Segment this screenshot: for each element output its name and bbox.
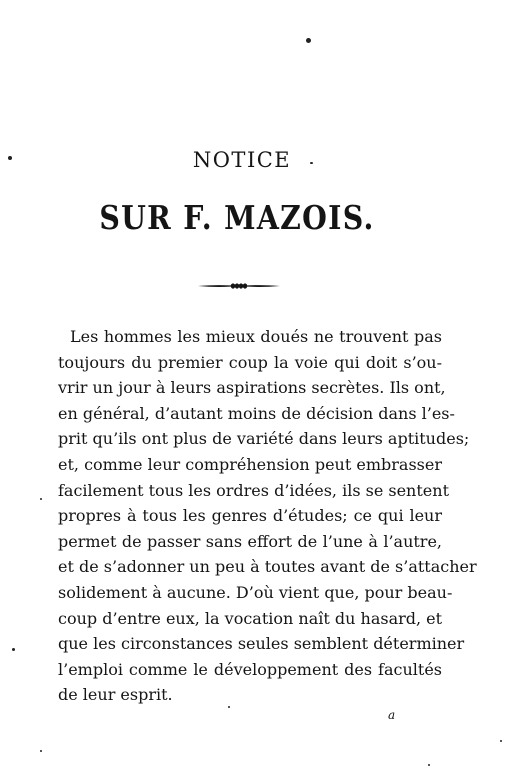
- ink-speck: [500, 740, 502, 742]
- title-heading: SUR F. MAZOIS.: [99, 198, 375, 237]
- text-line: toujours du premier coup la voie qui doit s’ou-: [58, 352, 442, 372]
- ink-speck: [8, 156, 12, 160]
- text-line: de leur esprit.: [58, 685, 173, 705]
- text-line: permet de passer sans effort de l’une à l’autre,: [58, 531, 442, 551]
- ornament-divider: [196, 280, 282, 292]
- body-paragraph: [58, 324, 477, 708]
- text-line: en général, d’autant moins de décision dans l’es-: [58, 403, 455, 423]
- text-line: l’emploi comme le développement des facultés: [58, 659, 442, 679]
- text-line: coup d’entre eux, la vocation naît du hasard, et: [58, 608, 443, 628]
- ink-speck: [12, 648, 15, 651]
- ink-speck: [310, 162, 313, 164]
- signature-mark: a: [388, 708, 396, 722]
- text-line: Les hommes les mieux doués ne trouvent pas: [70, 327, 442, 346]
- text-line: facilement tous les ordres d’idées, ils se sentent: [58, 480, 449, 500]
- notice-heading: NOTICE: [192, 148, 292, 172]
- ink-speck: [40, 750, 42, 752]
- text-line: vrir un jour à leurs aspirations secrètes. Ils ont,: [58, 378, 446, 398]
- text-line: et de s’adonner un peu à toutes avant de s’attacher: [58, 557, 477, 577]
- ink-speck: [428, 764, 430, 766]
- text-line: que les circonstances seules semblent déterminer: [58, 634, 465, 654]
- text-line: solidement à aucune. D’où vient que, pour beau-: [58, 582, 453, 602]
- ink-speck: [228, 706, 230, 708]
- text-line: et, comme leur compréhension peut embrasser: [58, 454, 442, 474]
- text-line: propres à tous les genres d’études; ce qui leur: [58, 506, 442, 526]
- text-line: prit qu’ils ont plus de variété dans leurs aptitudes;: [58, 429, 470, 449]
- ink-speck: [40, 498, 42, 500]
- ink-speck: [306, 38, 311, 43]
